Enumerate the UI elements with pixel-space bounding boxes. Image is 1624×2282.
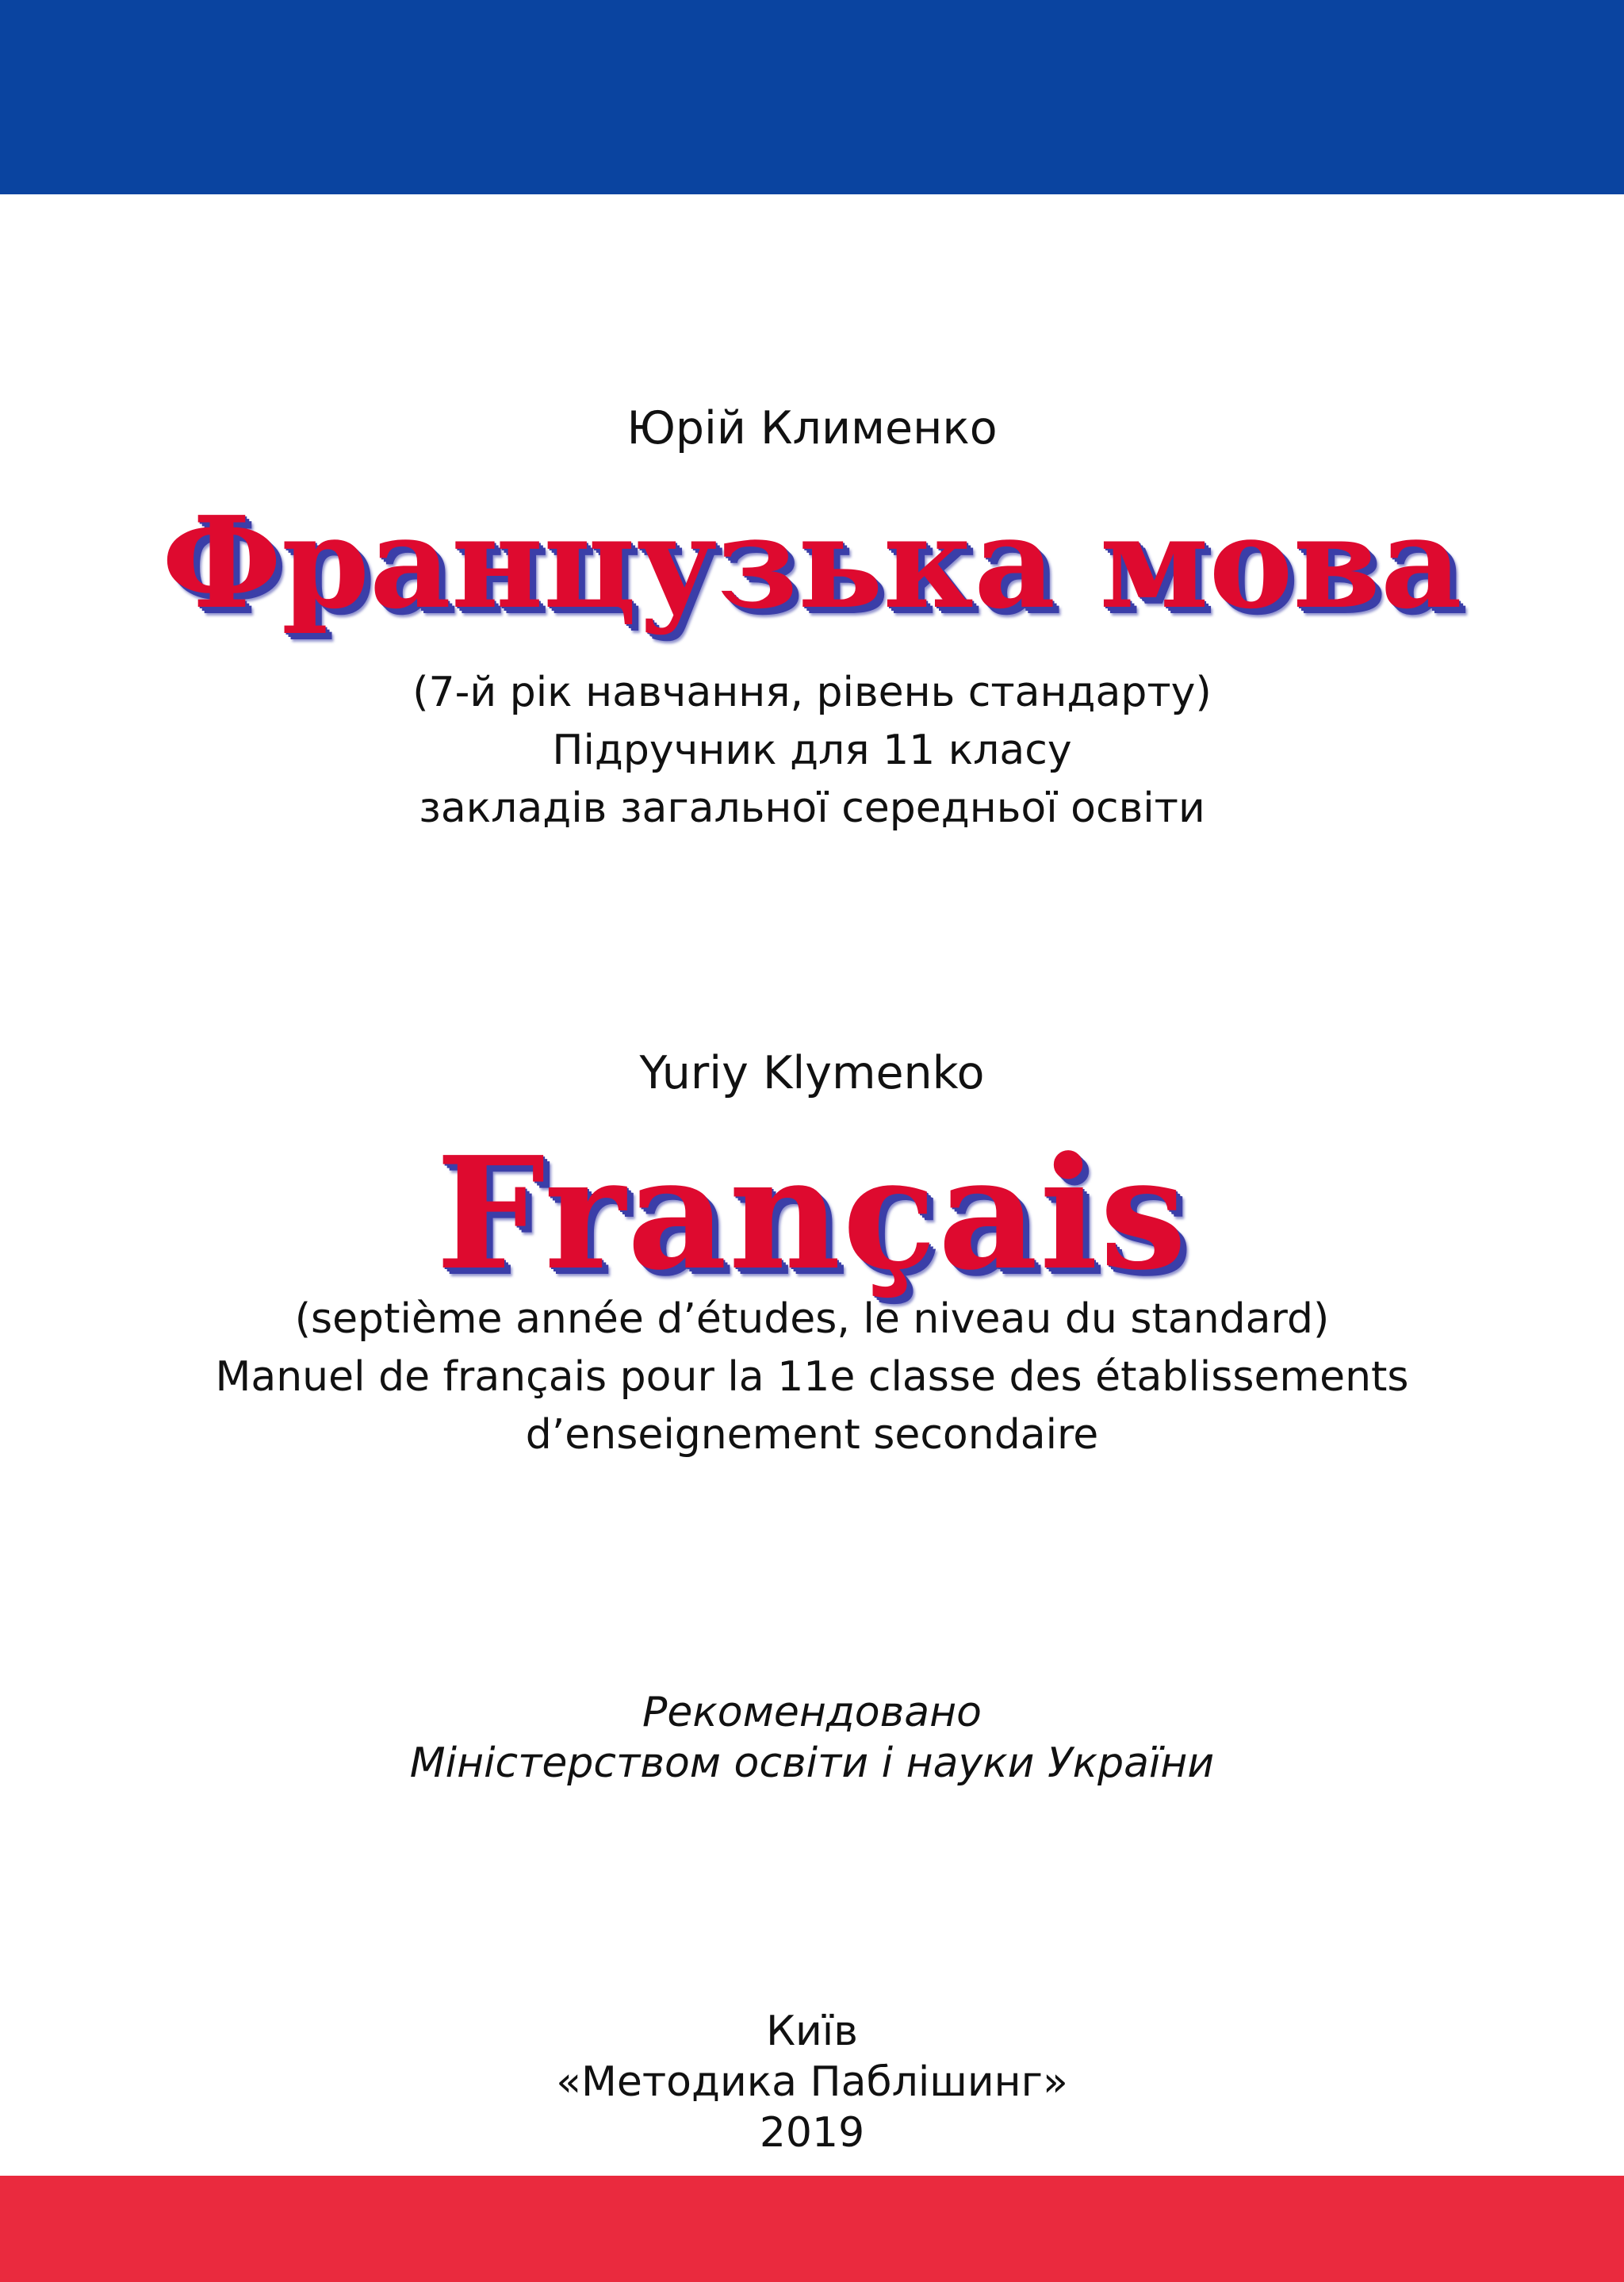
imprint-city: Київ bbox=[766, 2008, 858, 2055]
author-name-french: Yuriy Klymenko bbox=[639, 1047, 985, 1099]
institution-type-french: d’enseignement secondaire bbox=[525, 1411, 1099, 1459]
institution-type-ukrainian: закладів загальної середньої освіти bbox=[419, 784, 1205, 832]
book-title-ukrainian: Французька мова bbox=[162, 489, 1462, 637]
flag-band-red bbox=[0, 2176, 1624, 2282]
edition-note-french: (septième année d’études, le niveau du standard) bbox=[294, 1295, 1330, 1343]
book-title-french: Français bbox=[435, 1122, 1189, 1304]
author-name-ukrainian: Юрій Клименко bbox=[626, 402, 998, 454]
textbook-grade-ukrainian: Підручник для 11 класу bbox=[552, 727, 1072, 774]
edition-note-ukrainian: (7-й рік навчання, рівень стандарту) bbox=[412, 669, 1212, 716]
flag-band-blue bbox=[0, 0, 1624, 194]
recommendation-line-2: Міністерством освіти і науки України bbox=[409, 1739, 1215, 1787]
recommendation-line-1: Рекомендовано bbox=[642, 1689, 982, 1736]
imprint-year: 2019 bbox=[759, 2109, 865, 2157]
textbook-grade-french: Manuel de français pour la 11e classe des établissements bbox=[215, 1353, 1409, 1401]
imprint-publisher: «Методика Паблішинг» bbox=[556, 2058, 1068, 2106]
